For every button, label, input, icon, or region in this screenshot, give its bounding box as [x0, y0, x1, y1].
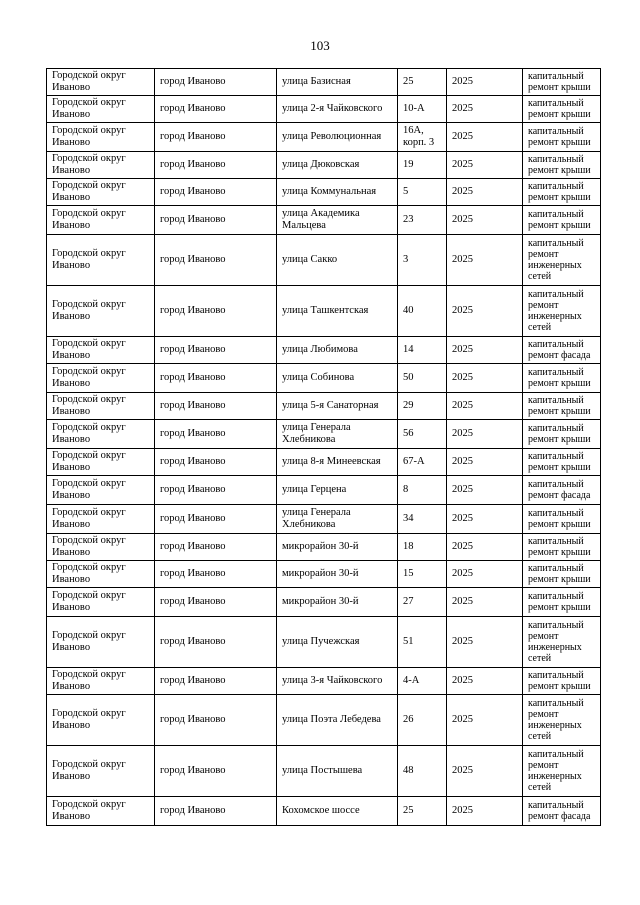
year-cell: 2025 — [447, 123, 523, 152]
year-cell: 2025 — [447, 364, 523, 393]
city-cell: город Иваново — [155, 337, 277, 364]
district-cell: Городской округ Иваново — [47, 668, 155, 695]
table-row — [47, 588, 601, 617]
city-cell: город Иваново — [155, 746, 277, 797]
street-cell: улица 5-я Санаторная — [277, 393, 398, 420]
street-cell: улица Любимова — [277, 337, 398, 364]
table-row — [47, 797, 601, 826]
street-cell: улица Постышева — [277, 746, 398, 797]
city-cell: город Иваново — [155, 617, 277, 668]
street-cell: улица 2-я Чайковского — [277, 96, 398, 123]
work-type-cell: капитальный ремонт крыши — [523, 449, 601, 476]
house-number-cell: 25 — [398, 69, 447, 96]
street-cell: улица 8-я Минеевская — [277, 449, 398, 476]
street-cell: микрорайон 30-й — [277, 561, 398, 588]
district-cell: Городской округ Иваново — [47, 746, 155, 797]
city-cell: город Иваново — [155, 668, 277, 695]
work-type-cell: капитальный ремонт крыши — [523, 123, 601, 152]
table-row — [47, 476, 601, 505]
table-row — [47, 206, 601, 235]
district-cell: Городской округ Иваново — [47, 152, 155, 179]
city-cell: город Иваново — [155, 152, 277, 179]
year-cell: 2025 — [447, 393, 523, 420]
table-row — [47, 695, 601, 746]
table-row — [47, 235, 601, 286]
house-number-cell: 14 — [398, 337, 447, 364]
house-number-cell: 23 — [398, 206, 447, 235]
district-cell: Городской округ Иваново — [47, 206, 155, 235]
table-row — [47, 505, 601, 534]
city-cell: город Иваново — [155, 534, 277, 561]
street-cell: улица Герцена — [277, 476, 398, 505]
city-cell: город Иваново — [155, 420, 277, 449]
house-number-cell: 16А, корп. 3 — [398, 123, 447, 152]
year-cell: 2025 — [447, 179, 523, 206]
street-cell: улица Академика Мальцева — [277, 206, 398, 235]
work-type-cell: капитальный ремонт фасада — [523, 476, 601, 505]
registry-body — [47, 69, 601, 826]
work-type-cell: капитальный ремонт фасада — [523, 797, 601, 826]
house-number-cell: 56 — [398, 420, 447, 449]
house-number-cell: 50 — [398, 364, 447, 393]
work-type-cell: капитальный ремонт инженерных сетей — [523, 695, 601, 746]
year-cell: 2025 — [447, 96, 523, 123]
year-cell: 2025 — [447, 286, 523, 337]
street-cell: Кохомское шоссе — [277, 797, 398, 826]
repair-registry-table — [46, 68, 601, 826]
city-cell: город Иваново — [155, 588, 277, 617]
district-cell: Городской округ Иваново — [47, 393, 155, 420]
district-cell: Городской округ Иваново — [47, 69, 155, 96]
work-type-cell: капитальный ремонт крыши — [523, 179, 601, 206]
work-type-cell: капитальный ремонт крыши — [523, 364, 601, 393]
street-cell: улица Поэта Лебедева — [277, 695, 398, 746]
district-cell: Городской округ Иваново — [47, 286, 155, 337]
street-cell: улица Собинова — [277, 364, 398, 393]
year-cell: 2025 — [447, 206, 523, 235]
district-cell: Городской округ Иваново — [47, 123, 155, 152]
city-cell: город Иваново — [155, 695, 277, 746]
house-number-cell: 3 — [398, 235, 447, 286]
table-row — [47, 286, 601, 337]
work-type-cell: капитальный ремонт крыши — [523, 69, 601, 96]
year-cell: 2025 — [447, 235, 523, 286]
year-cell: 2025 — [447, 746, 523, 797]
table-row — [47, 746, 601, 797]
street-cell: улица Пучежская — [277, 617, 398, 668]
year-cell: 2025 — [447, 695, 523, 746]
street-cell: улица Базисная — [277, 69, 398, 96]
house-number-cell: 27 — [398, 588, 447, 617]
year-cell: 2025 — [447, 588, 523, 617]
table-row — [47, 152, 601, 179]
house-number-cell: 51 — [398, 617, 447, 668]
street-cell: улица Ташкентская — [277, 286, 398, 337]
table-row — [47, 179, 601, 206]
city-cell: город Иваново — [155, 286, 277, 337]
table-row — [47, 123, 601, 152]
table-row — [47, 69, 601, 96]
district-cell: Городской округ Иваново — [47, 505, 155, 534]
work-type-cell: капитальный ремонт крыши — [523, 561, 601, 588]
work-type-cell: капитальный ремонт крыши — [523, 588, 601, 617]
house-number-cell: 4-А — [398, 668, 447, 695]
table-row — [47, 668, 601, 695]
street-cell: улица 3-я Чайковского — [277, 668, 398, 695]
year-cell: 2025 — [447, 476, 523, 505]
house-number-cell: 48 — [398, 746, 447, 797]
street-cell: улица Дюковская — [277, 152, 398, 179]
street-cell: микрорайон 30-й — [277, 588, 398, 617]
city-cell: город Иваново — [155, 449, 277, 476]
district-cell: Городской округ Иваново — [47, 797, 155, 826]
house-number-cell: 10-А — [398, 96, 447, 123]
year-cell: 2025 — [447, 69, 523, 96]
city-cell: город Иваново — [155, 235, 277, 286]
district-cell: Городской округ Иваново — [47, 476, 155, 505]
house-number-cell: 8 — [398, 476, 447, 505]
work-type-cell: капитальный ремонт крыши — [523, 96, 601, 123]
city-cell: город Иваново — [155, 561, 277, 588]
house-number-cell: 19 — [398, 152, 447, 179]
house-number-cell: 34 — [398, 505, 447, 534]
district-cell: Городской округ Иваново — [47, 364, 155, 393]
table-row — [47, 449, 601, 476]
district-cell: Городской округ Иваново — [47, 449, 155, 476]
year-cell: 2025 — [447, 797, 523, 826]
year-cell: 2025 — [447, 337, 523, 364]
work-type-cell: капитальный ремонт крыши — [523, 152, 601, 179]
work-type-cell: капитальный ремонт инженерных сетей — [523, 235, 601, 286]
work-type-cell: капитальный ремонт крыши — [523, 206, 601, 235]
table-row — [47, 337, 601, 364]
work-type-cell: капитальный ремонт крыши — [523, 534, 601, 561]
house-number-cell: 25 — [398, 797, 447, 826]
city-cell: город Иваново — [155, 69, 277, 96]
city-cell: город Иваново — [155, 797, 277, 826]
work-type-cell: капитальный ремонт крыши — [523, 420, 601, 449]
city-cell: город Иваново — [155, 206, 277, 235]
city-cell: город Иваново — [155, 364, 277, 393]
district-cell: Городской округ Иваново — [47, 695, 155, 746]
street-cell: улица Генерала Хлебникова — [277, 420, 398, 449]
work-type-cell: капитальный ремонт фасада — [523, 337, 601, 364]
year-cell: 2025 — [447, 420, 523, 449]
work-type-cell: капитальный ремонт крыши — [523, 505, 601, 534]
street-cell: улица Сакко — [277, 235, 398, 286]
street-cell: микрорайон 30-й — [277, 534, 398, 561]
district-cell: Городской округ Иваново — [47, 96, 155, 123]
street-cell: улица Революционная — [277, 123, 398, 152]
house-number-cell: 15 — [398, 561, 447, 588]
year-cell: 2025 — [447, 534, 523, 561]
district-cell: Городской округ Иваново — [47, 534, 155, 561]
district-cell: Городской округ Иваново — [47, 617, 155, 668]
table-row — [47, 96, 601, 123]
year-cell: 2025 — [447, 617, 523, 668]
year-cell: 2025 — [447, 561, 523, 588]
work-type-cell: капитальный ремонт инженерных сетей — [523, 617, 601, 668]
work-type-cell: капитальный ремонт инженерных сетей — [523, 286, 601, 337]
city-cell: город Иваново — [155, 476, 277, 505]
year-cell: 2025 — [447, 505, 523, 534]
district-cell: Городской округ Иваново — [47, 588, 155, 617]
district-cell: Городской округ Иваново — [47, 420, 155, 449]
city-cell: город Иваново — [155, 96, 277, 123]
street-cell: улица Коммунальная — [277, 179, 398, 206]
district-cell: Городской округ Иваново — [47, 179, 155, 206]
house-number-cell: 5 — [398, 179, 447, 206]
house-number-cell: 40 — [398, 286, 447, 337]
table-row — [47, 420, 601, 449]
table-row — [47, 561, 601, 588]
table-row — [47, 617, 601, 668]
table-row — [47, 393, 601, 420]
house-number-cell: 26 — [398, 695, 447, 746]
year-cell: 2025 — [447, 449, 523, 476]
city-cell: город Иваново — [155, 179, 277, 206]
table-row — [47, 364, 601, 393]
district-cell: Городской округ Иваново — [47, 235, 155, 286]
district-cell: Городской округ Иваново — [47, 337, 155, 364]
city-cell: город Иваново — [155, 393, 277, 420]
work-type-cell: капитальный ремонт крыши — [523, 393, 601, 420]
page-number: 103 — [310, 38, 330, 53]
district-cell: Городской округ Иваново — [47, 561, 155, 588]
street-cell: улица Генерала Хлебникова — [277, 505, 398, 534]
table-row — [47, 534, 601, 561]
house-number-cell: 18 — [398, 534, 447, 561]
city-cell: город Иваново — [155, 505, 277, 534]
work-type-cell: капитальный ремонт крыши — [523, 668, 601, 695]
work-type-cell: капитальный ремонт инженерных сетей — [523, 746, 601, 797]
year-cell: 2025 — [447, 152, 523, 179]
house-number-cell: 67-А — [398, 449, 447, 476]
city-cell: город Иваново — [155, 123, 277, 152]
year-cell: 2025 — [447, 668, 523, 695]
house-number-cell: 29 — [398, 393, 447, 420]
